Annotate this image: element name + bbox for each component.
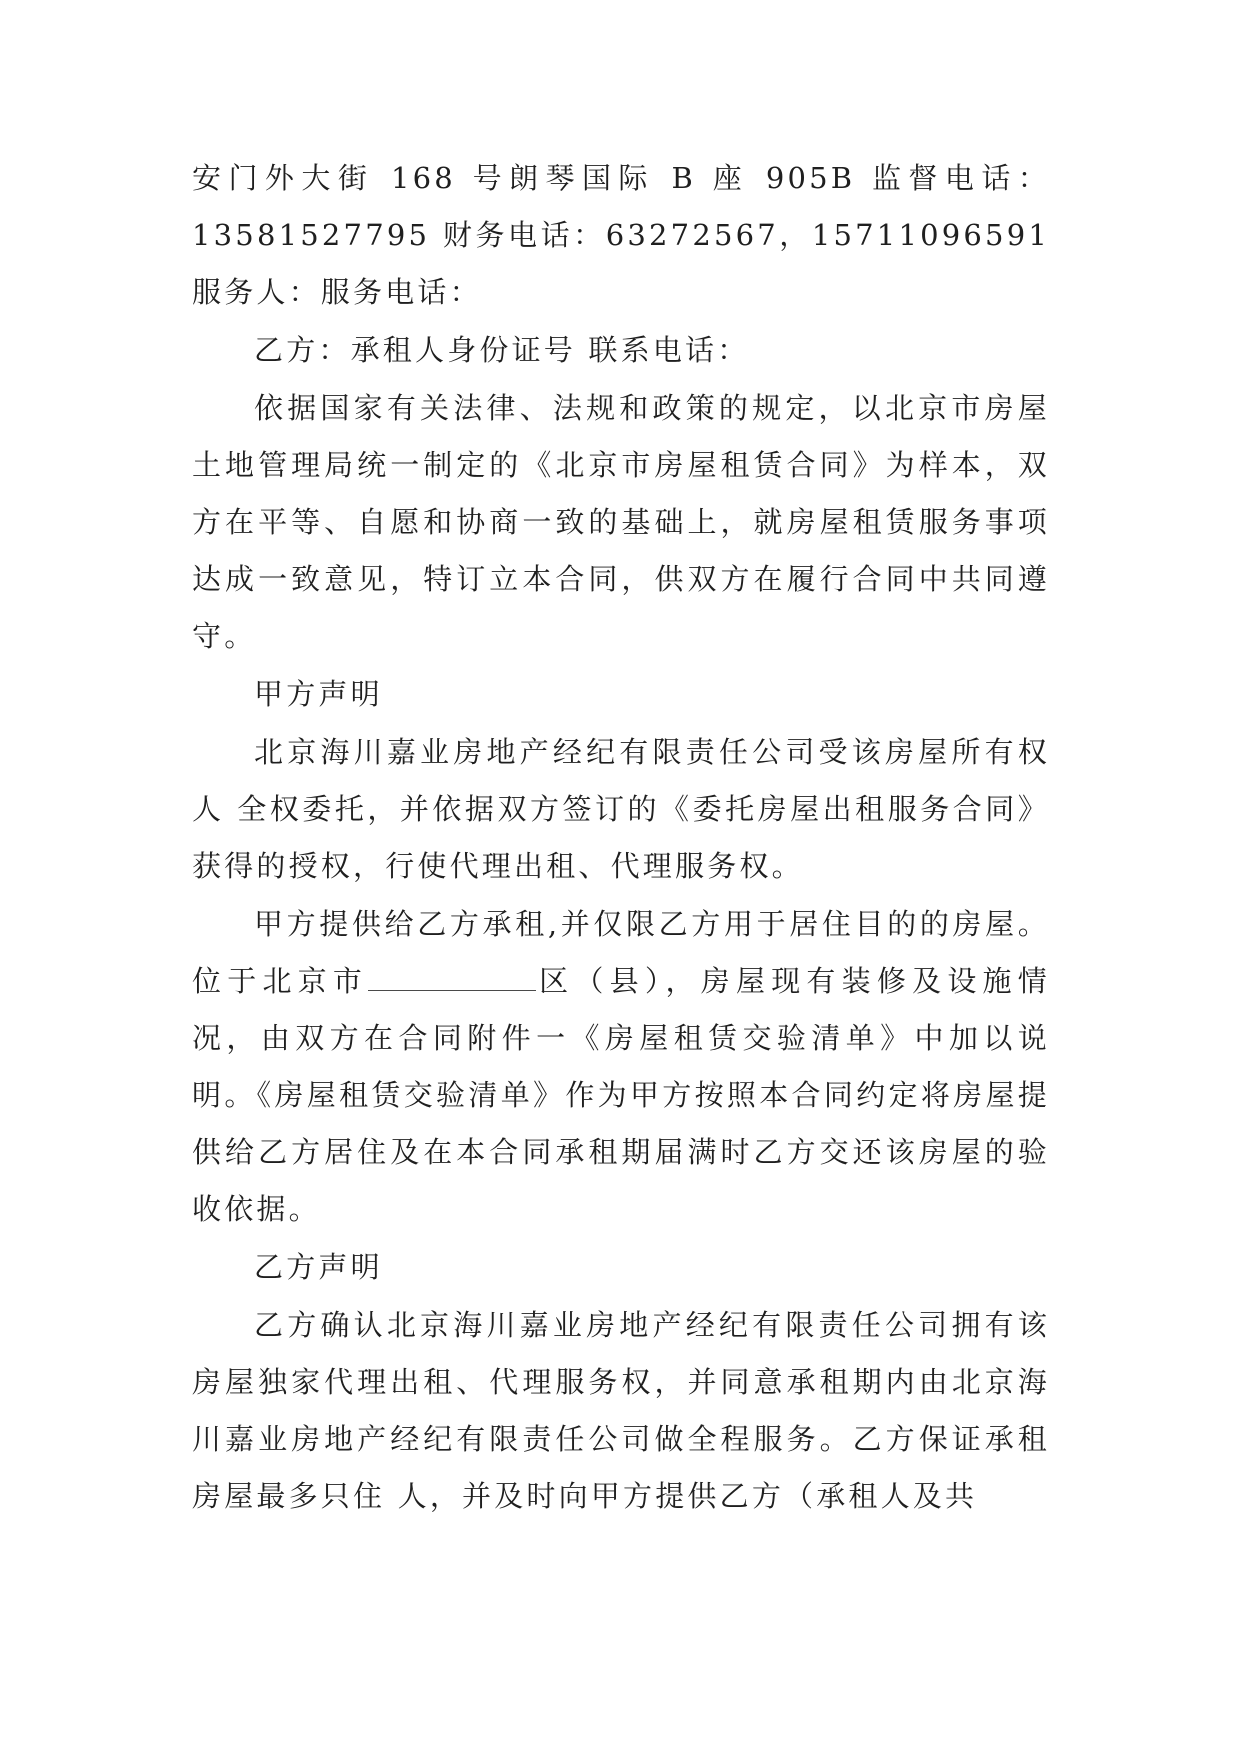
property-text-start: 甲方提供给乙方承租,并仅限乙方用于居住目的的房屋。位于北京市 bbox=[192, 907, 1050, 998]
heading-party-b-statement: 乙方声明 bbox=[254, 1250, 383, 1284]
paragraph-property-description bbox=[192, 896, 1050, 1238]
paragraph-party-b-confirmation: 乙方确认北京海川嘉业房地产经纪有限责任公司拥有该房屋独家代理出租、代理服务权，并同意承租期内由北京海川嘉业房地产经纪有限责任公司做全程服务。乙方保证承租房屋最多只住 人，并及时向甲方提供乙方（承租人及共 bbox=[192, 1308, 1050, 1513]
heading-party-a-statement: 甲方声明 bbox=[254, 677, 383, 711]
property-text-end: 区（县），房屋现有装修及设施情况，由双方在合同附件一《房屋租赁交验清单》中加以说明。《房屋租赁交验清单》作为甲方按照本合同约定将房屋提供给乙方居住及在本合同承租期届满时乙方交还该房屋的验收依据。 bbox=[192, 964, 1050, 1226]
paragraph-contact-info: 安门外大街 168 号朗琴国际 B 座 905B 监督电话：13581527795 财务电话：63272567，15711096591 服务人：服务电话： bbox=[192, 161, 1050, 309]
document-page bbox=[192, 150, 1050, 1526]
paragraph-party-b: 乙方：承租人身份证号 联系电话： bbox=[254, 333, 750, 367]
paragraph-party-a-authorization: 北京海川嘉业房地产经纪有限责任公司受该房屋所有权人 全权委托，并依据双方签订的《委托房屋出租服务合同》获得的授权，行使代理出租、代理服务权。 bbox=[192, 735, 1050, 883]
district-blank-line bbox=[368, 958, 536, 991]
paragraph-preamble: 依据国家有关法律、法规和政策的规定，以北京市房屋土地管理局统一制定的《北京市房屋租赁合同》为样本，双方在平等、自愿和协商一致的基础上，就房屋租赁服务事项达成一致意见，特订立本合同，供双方在履行合同中共同遵守。 bbox=[192, 391, 1050, 653]
